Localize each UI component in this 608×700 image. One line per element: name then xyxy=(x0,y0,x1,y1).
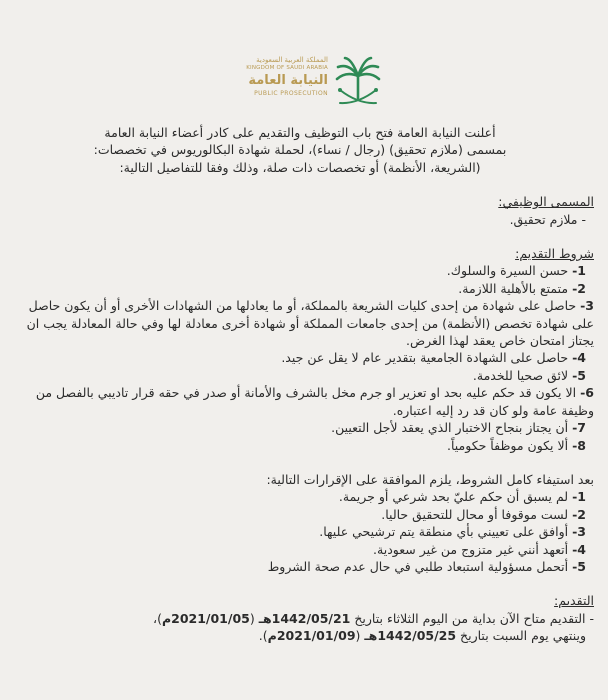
condition-item: 3- حاصل على شهادة من إحدى كليات الشريعة بالمملكة، أو ما يعادلها من الشهادات الأخرى أو أن يكون حاصل على شهادة تخصص (الأنظمة) من إحدى جامعات المملكة أو شهادة أخرى معادلة لها وفي حالة المعادلة يجب ان يجتاز امتحان خاص يعقد لهذا الغرض. xyxy=(26,298,594,349)
acknowledgement-item: 4- أتعهد أنني غير متزوج من غير سعودية. xyxy=(373,541,586,557)
job-title-heading: المسمى الوظيفي: xyxy=(498,194,594,210)
acknowledgement-item: 2- لست موقوفا أو محال للتحقيق حاليا. xyxy=(381,506,586,522)
condition-item: 7- أن يجتاز بنجاح الاختبار الذي يعقد لأجل التعيين. xyxy=(331,420,586,436)
english-org-text: PUBLIC PROSECUTION xyxy=(254,90,328,97)
application-heading: التقديم: xyxy=(554,593,594,609)
condition-item: 4- حاصل على الشهادة الجامعية بتقدير عام لا يقل عن جيد. xyxy=(281,350,586,366)
acknowledgement-item: 5- أتحمل مسؤولية استبعاد طلبي في حال عدم صحة الشروط xyxy=(267,558,586,574)
arabic-org-text: النيابة العامة xyxy=(248,73,328,88)
acknowledgement-item: 3- أوافق على تعييني بأي منطقة يتم ترشيحي عليها. xyxy=(319,524,586,540)
condition-item: 1- حسن السيرة والسلوك. xyxy=(446,263,586,279)
acknowledgement-item: 1- لم يسبق أن حكم عليّ بحد شرعي أو جريمة. xyxy=(338,489,586,505)
condition-item: 8- ألا يكون موظفاً حكومياً. xyxy=(447,437,586,453)
organization-name xyxy=(224,56,328,98)
intro-line-1: أعلنت النيابة العامة فتح باب التوظيف والتقديم على كادر أعضاء النيابة العامة xyxy=(104,125,496,140)
saudi-palm-swords-icon xyxy=(332,54,384,110)
condition-item: 6- الا يكون قد حكم عليه بحد او تعزير او جرم مخل بالشرف والأمانة أو صدر في حقه قرار تاديبي بالفصل من وظيفة عامة ولو كان قد رد إليه اعتباره. xyxy=(35,385,594,418)
intro-line-2: بمسمى (ملازم تحقيق) (رجال / نساء)، لحملة شهادة البكالوريوس في تخصصات: xyxy=(93,142,507,158)
arabic-country-text: المملكة العربية السعودية xyxy=(256,56,328,64)
acknowledgements-heading: بعد استيفاء كامل الشروط، يلزم الموافقة على الإقرارات التالية: xyxy=(266,471,594,487)
announcement-body xyxy=(6,124,594,645)
intro-line-3: (الشريعة، الأنظمة) أو تخصصات ذات صلة، وذلك وفقا للتفاصيل التالية: xyxy=(119,159,481,175)
english-country-text: KINGDOM OF SAUDI ARABIA xyxy=(246,65,328,71)
condition-item: 5- لائق صحيا للخدمة. xyxy=(472,367,586,383)
application-end-line: وينتهي يوم السبت بتاريخ 1442/05/25هـ (2021/01/09م). xyxy=(258,628,586,644)
job-title-value: - ملازم تحقيق. xyxy=(509,211,586,227)
header-logo xyxy=(224,44,384,116)
condition-item: 2- متمتع بالأهلية اللازمة. xyxy=(458,280,586,296)
application-start-line: - التقديم متاح الآن بداية من اليوم الثلاثاء بتاريخ 1442/05/21هـ (2021/01/05م)، xyxy=(153,610,594,626)
conditions-heading: شروط التقديم: xyxy=(515,246,594,262)
